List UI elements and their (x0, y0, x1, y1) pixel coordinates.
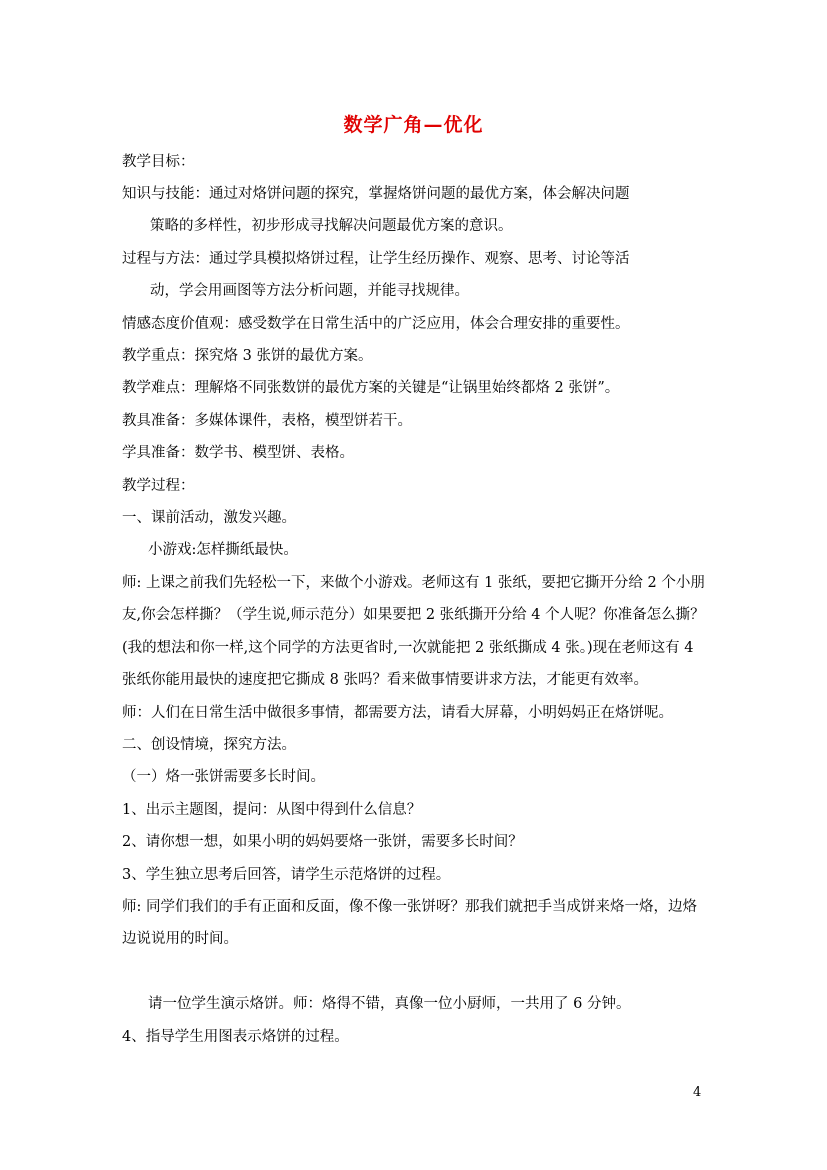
text-line: 教学目标： (122, 154, 195, 170)
page-number: 4 (693, 1085, 702, 1100)
text-line: 师：人们在日常生活中做很多事情，都需要方法，请看大屏幕，小明妈妈正在烙饼呢。 (122, 705, 673, 721)
text-line: 友,你会怎样撕？（学生说,师示范分）如果要把 2 张纸撕开分给 4 个人呢？你准备怎么撕？ (122, 607, 705, 623)
text-line: 策略的多样性，初步形成寻找解决问题最优方案的意识。 (150, 218, 513, 234)
text-line: 师: 同学们我们的手有正面和反面，像不像一张饼呀？那我们就把手当成饼来烙一烙，边烙 (122, 899, 697, 915)
text-line: 2、请你想一想，如果小明的妈妈要烙一张饼，需要多长时间？ (122, 834, 523, 850)
text-line: 情感态度价值观：感受数学在日常生活中的广泛应用，体会合理安排的重要性。 (122, 316, 630, 332)
text-line: 张纸你能用最快的速度把它撕成 8 张吗？看来做事情要讲求方法，才能更有效率。 (122, 672, 648, 688)
text-line: 师: 上课之前我们先轻松一下，来做个小游戏。老师这有 1 张纸，要把它撕开分给 2 个小朋 (122, 575, 705, 591)
text-line: 教具准备：多媒体课件，表格，模型饼若干。 (122, 413, 412, 429)
text-line: 教学过程： (122, 478, 195, 494)
text-line: 小游戏:怎样撕纸最快。 (148, 542, 298, 558)
document-title: 数学广角—优化 (343, 114, 484, 136)
text-line: （一）烙一张饼需要多长时间。 (122, 769, 325, 785)
text-line: (我的想法和你一样,这个同学的方法更省时,一次就能把 2 张纸撕成 4 张。)现在老师这有 4 (122, 640, 694, 656)
text-line: 请一位学生演示烙饼。师：烙得不错，真像一位小厨师，一共用了 6 分钟。 (148, 996, 631, 1012)
text-line: 知识与技能：通过对烙饼问题的探究，掌握烙饼问题的最优方案，体会解决问题 (122, 186, 630, 202)
text-line: 学具准备：数学书、模型饼、表格。 (122, 445, 354, 461)
text-line: 3、学生独立思考后回答，请学生示范烙饼的过程。 (122, 867, 451, 883)
section-heading: 一、课前活动，激发兴趣。 (122, 510, 296, 526)
text-line: 边说说用的时间。 (122, 931, 238, 947)
text-line: 1、出示主题图，提问：从图中得到什么信息？ (122, 802, 422, 818)
section-heading: 二、创设情境，探究方法。 (122, 737, 296, 753)
text-line: 4、指导学生用图表示烙饼的过程。 (122, 1029, 349, 1045)
text-line: 教学难点：理解烙不同张数饼的最优方案的关键是“让锅里始终都烙 2 张饼”。 (122, 380, 620, 396)
text-line: 动，学会用画图等方法分析问题，并能寻找规律。 (150, 283, 469, 299)
text-line: 教学重点：探究烙 3 张饼的最优方案。 (122, 348, 373, 364)
text-line: 过程与方法：通过学具模拟烙饼过程，让学生经历操作、观察、思考、讨论等活 (122, 251, 630, 267)
